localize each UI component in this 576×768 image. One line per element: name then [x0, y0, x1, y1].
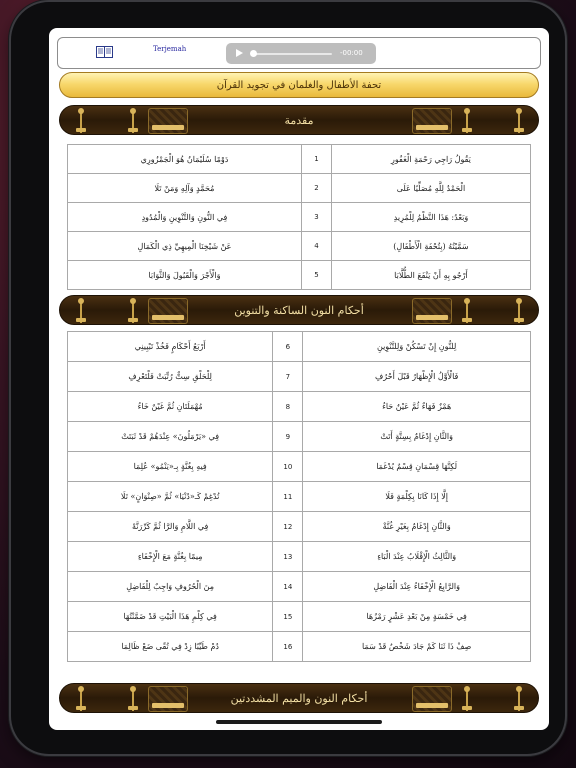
verse-number: 12 — [273, 512, 303, 542]
verse-first-half: الْحَمْدُ لِلَّهِ مُصَلِّيًا عَلَى — [331, 174, 530, 203]
verse-second-half: مُهْمَلَتَانِ ثُمَّ غَيْنٌ خَاءُ — [68, 392, 273, 422]
verse-number: 16 — [273, 632, 303, 662]
verse-first-half: إِلَّا إِذَا كَانَا بِكِلْمَةٍ فَلَا — [303, 482, 531, 512]
verse-first-half: يَقُولُ رَاجِي رَحْمَةِ الْغَفُورِ — [331, 145, 530, 174]
section-heading: أحكام النون والميم المشددتين — [230, 691, 368, 705]
verse-first-half: فِي خَمْسَةٍ مِنْ بَعْدِ عَشْرٍ رَمْزُهَا — [303, 602, 531, 632]
verse-second-half: فِي اللَّامِ وَالرَّا ثُمَّ كَرِّرَنَّهْ — [68, 512, 273, 542]
verses-table-1 — [67, 144, 531, 290]
audio-time: -00:00 — [340, 49, 363, 57]
section-banner-nun-mim-mushaddadah — [59, 683, 539, 713]
verse-first-half: لِلنُّونِ إِنْ تَسْكُنْ وَلِلتَّنْوِينِ — [303, 332, 531, 362]
verse-first-half: وَالثَّانِ إِدْغَامٌ بِسِتَّةٍ أَتَتْ — [303, 422, 531, 452]
verse-first-half: وَالثَّالِثُ الْإِقْلَابُ عِنْدَ الْبَاءِ — [303, 542, 531, 572]
verse-row[interactable] — [68, 482, 531, 512]
verse-first-half: سَمَّيْتُهُ (بِتُحْفَةِ الْأَطْفَالِ) — [331, 232, 530, 261]
app-screen — [49, 28, 549, 730]
verse-second-half: وَالْأَجْرَ وَالْقَبُولَ وَالثَّوَابَا — [68, 261, 302, 290]
section-heading: مقدمة — [284, 113, 314, 127]
verse-second-half: فِيهِ بِغُنَّةٍ بِـ«يَنْمُو» عُلِمَا — [68, 452, 273, 482]
verse-number: 6 — [273, 332, 303, 362]
verse-second-half: عَنْ شَيْخِنَا الْمِيهِيِّ ذِي الْكَمَالِ — [68, 232, 302, 261]
verse-number: 13 — [273, 542, 303, 572]
verse-row[interactable] — [68, 145, 531, 174]
verse-first-half: وَالرَّابِعُ الْإِخْفَاءُ عِنْدَ الْفَاضِلِ — [303, 572, 531, 602]
verse-second-half: فِي كِلْمِ هَذَا الْبَيْتِ قَدْ ضَمَّنْتُهَا — [68, 602, 273, 632]
verse-row[interactable] — [68, 512, 531, 542]
verse-number: 1 — [301, 145, 331, 174]
verse-second-half: فِي «يَرْمَلُونَ» عِنْدَهُمْ قَدْ ثَبَتَتْ — [68, 422, 273, 452]
verse-number: 4 — [301, 232, 331, 261]
verse-second-half: مِيمًا بِغُنَّةٍ مَعَ الْإِخْفَاءِ — [68, 542, 273, 572]
toolbar — [57, 37, 541, 69]
verse-second-half: دَوْمًا سُلَيْمَانُ هُوَ الْجَمْزُورِي — [68, 145, 302, 174]
verse-row[interactable] — [68, 392, 531, 422]
verse-row[interactable] — [68, 452, 531, 482]
verse-row[interactable] — [68, 232, 531, 261]
verse-row[interactable] — [68, 542, 531, 572]
verse-number: 5 — [301, 261, 331, 290]
verse-row[interactable] — [68, 174, 531, 203]
section-banner-nun-sakinah — [59, 295, 539, 325]
play-icon[interactable] — [236, 49, 243, 57]
terjemah-button[interactable]: Terjemah — [153, 45, 187, 53]
verse-number: 8 — [273, 392, 303, 422]
verse-row[interactable] — [68, 203, 531, 232]
book-title: تحفة الأطفال والغلمان في تجويد القرآن — [59, 72, 539, 98]
verse-first-half: صِفْ ذَا ثَنَا كَمْ جَادَ شَخْصٌ قَدْ سَمَا — [303, 632, 531, 662]
verse-first-half: فَالْأَوَّلُ الْإِظْهَارُ قَبْلَ أَحْرُفِ — [303, 362, 531, 392]
verse-row[interactable] — [68, 362, 531, 392]
verse-number: 11 — [273, 482, 303, 512]
verse-first-half: وَبَعْدُ: هَذَا النَّظْمُ لِلْمُرِيدِ — [331, 203, 530, 232]
verse-second-half: أَرْبَعُ أَحْكَامٍ فَخُذْ تَبْيِينِي — [68, 332, 273, 362]
verse-first-half: أَرْجُو بِهِ أَنْ يَنْفَعَ الطُّلَّابَا — [331, 261, 530, 290]
audio-progress-track[interactable] — [252, 53, 332, 55]
verse-first-half: هَمْزٌ فَهَاءٌ ثُمَّ عَيْنٌ حَاءُ — [303, 392, 531, 422]
verses-table-2 — [67, 331, 531, 662]
verse-second-half: فِي النُّونِ وَالتَّنْوِينِ وَالْمُدُودِ — [68, 203, 302, 232]
verse-number: 3 — [301, 203, 331, 232]
verse-row[interactable] — [68, 261, 531, 290]
verse-row[interactable] — [68, 602, 531, 632]
verse-second-half: دُمْ طَيِّبًا زِدْ فِي تُقًى ضَعْ ظَالِمَا — [68, 632, 273, 662]
verse-number: 14 — [273, 572, 303, 602]
verse-number: 15 — [273, 602, 303, 632]
verse-row[interactable] — [68, 332, 531, 362]
verse-first-half: لَكِنَّهَا قِسْمَانِ قِسْمٌ يُدْغَمَا — [303, 452, 531, 482]
audio-progress-knob[interactable] — [250, 50, 257, 57]
verse-second-half: لِلْحَلْقِ سِتٌّ رُتِّبَتْ فَلْتَعْرِفِ — [68, 362, 273, 392]
verse-row[interactable] — [68, 632, 531, 662]
verse-row[interactable] — [68, 422, 531, 452]
verse-second-half: مُحَمَّدٍ وَآلِهِ وَمَنْ تَلَا — [68, 174, 302, 203]
verse-second-half: مِنَ الْحُرُوفِ وَاجِبٌ لِلْفَاضِلِ — [68, 572, 273, 602]
verse-number: 10 — [273, 452, 303, 482]
home-indicator[interactable] — [216, 720, 382, 724]
verse-number: 9 — [273, 422, 303, 452]
verse-number: 2 — [301, 174, 331, 203]
verse-number: 7 — [273, 362, 303, 392]
tablet-frame — [11, 2, 565, 754]
book-icon[interactable] — [96, 46, 113, 58]
section-heading: أحكام النون الساكنة والتنوين — [234, 303, 364, 317]
verse-first-half: وَالثَّانِ إِدْغَامٌ بِغَيْرِ غُنَّةْ — [303, 512, 531, 542]
section-banner-muqaddimah — [59, 105, 539, 135]
audio-player — [226, 43, 376, 64]
verse-row[interactable] — [68, 572, 531, 602]
verse-second-half: تُدْغِمْ كَـ«دُنْيَا» ثُمَّ «صِنْوَانٍ» تَلَا — [68, 482, 273, 512]
